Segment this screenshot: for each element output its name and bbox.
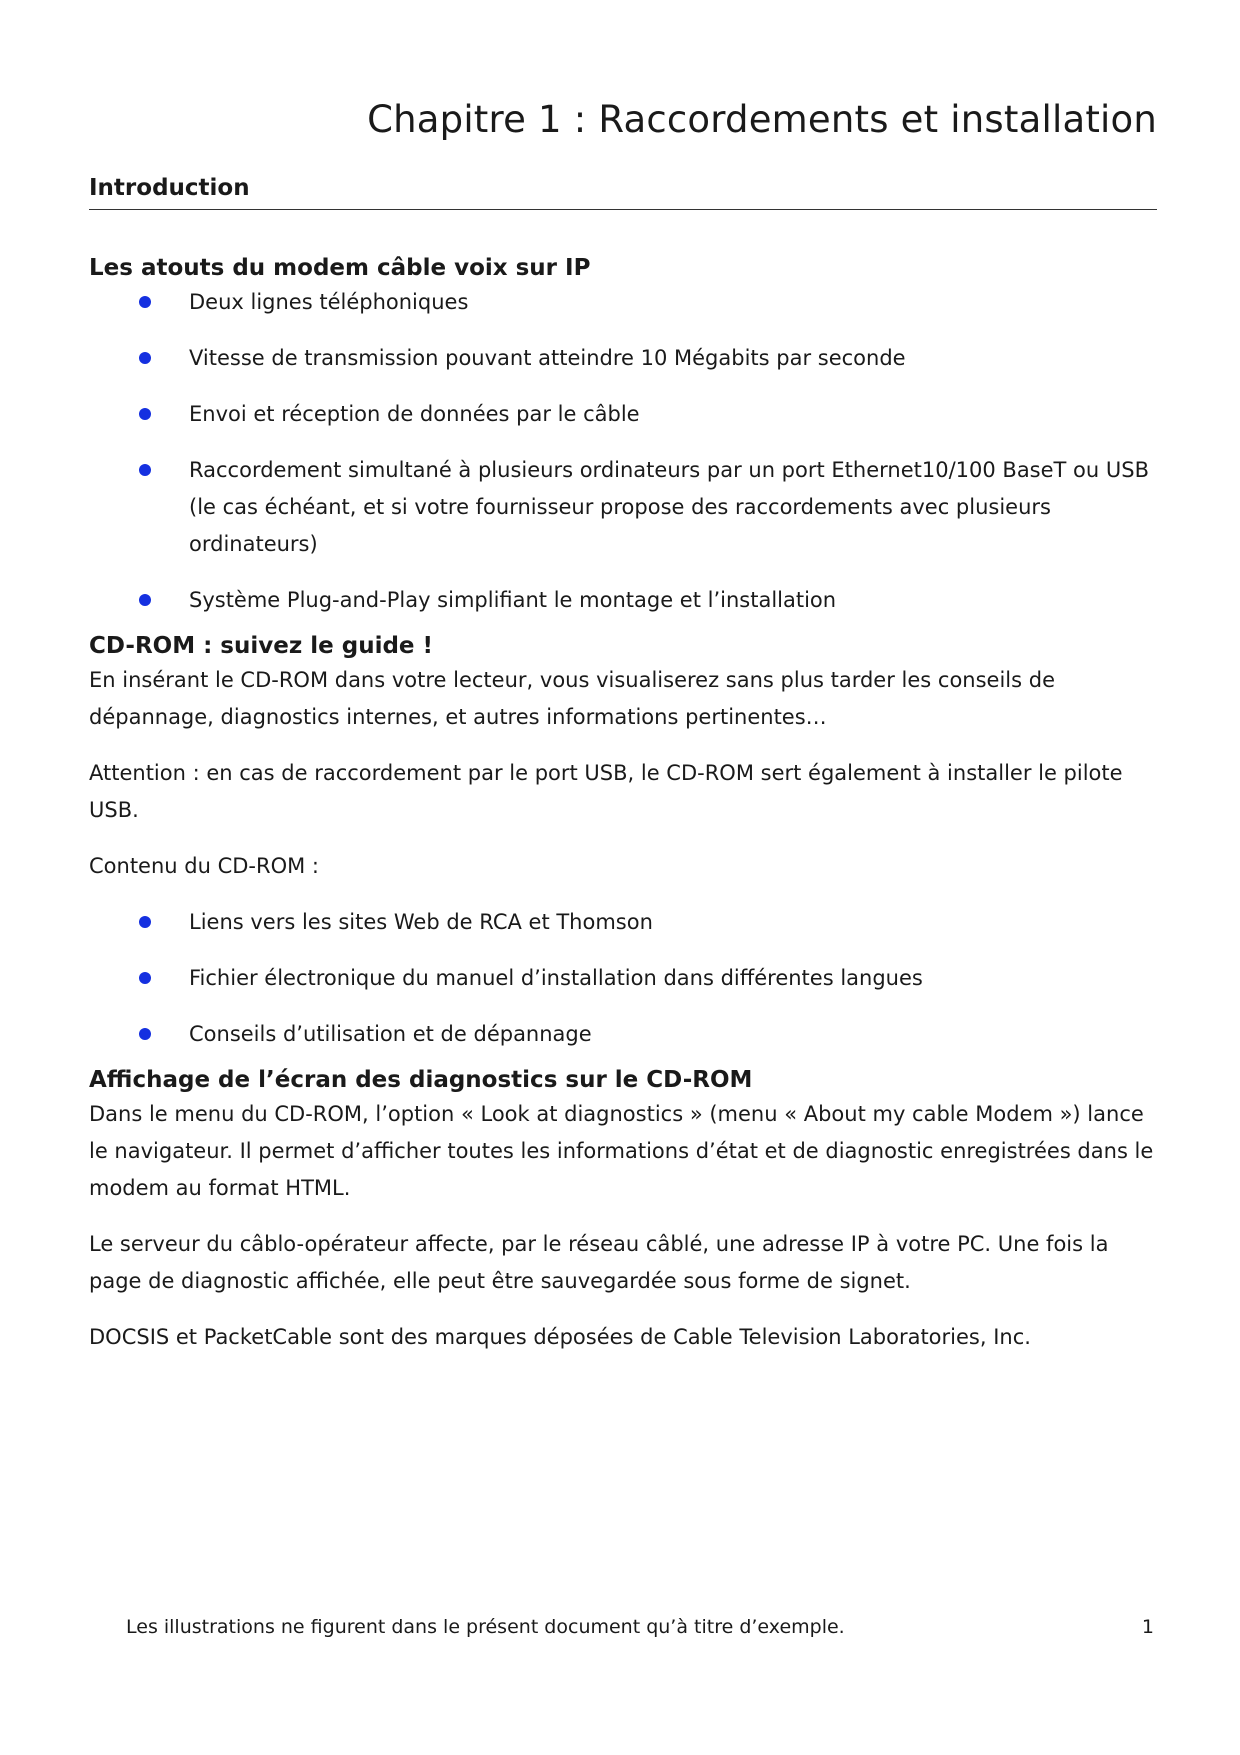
bullet-icon xyxy=(139,594,151,606)
page-number: 1 xyxy=(1141,1616,1154,1638)
list-item xyxy=(89,960,1157,997)
bullet-icon xyxy=(139,1028,151,1040)
bullet-icon xyxy=(139,352,151,364)
section-diagnostics xyxy=(89,1064,1157,1356)
diagnostics-paragraph-menu: Dans le menu du CD-ROM, l’option « Look at diagnostics » (menu « About my cable Modem ») lance le navigateur. Il permet d’afficher toutes les informations d’état et de diagnostic enregistrées dans le modem au format HTML. xyxy=(89,1102,1154,1200)
bullet-icon xyxy=(139,972,151,984)
bullet-icon xyxy=(139,296,151,308)
section-heading-cdrom: CD-ROM : suivez le guide ! xyxy=(89,633,434,659)
list-item-text: Vitesse de transmission pouvant atteindre 10 Mégabits par seconde xyxy=(189,346,906,370)
main-content xyxy=(89,252,1157,1375)
list-item xyxy=(89,1016,1157,1053)
list-item-text: Système Plug-and-Play simplifiant le montage et l’installation xyxy=(189,588,837,612)
section-heading-diagnostics: Affichage de l’écran des diagnostics sur le CD-ROM xyxy=(89,1067,753,1093)
intro-divider xyxy=(89,209,1157,210)
cdrom-contents-label: Contenu du CD-ROM : xyxy=(89,854,319,878)
list-item xyxy=(89,452,1157,563)
intro-heading: Introduction xyxy=(89,175,250,201)
cdrom-contents-list xyxy=(89,904,1157,1053)
list-item-text: Raccordement simultané à plusieurs ordinateurs par un port Ethernet10/100 BaseT ou USB (le cas échéant, et si votre fournisseur propose des raccordements avec plusieurs ordinateurs) xyxy=(189,458,1149,556)
list-item xyxy=(89,582,1157,619)
list-item-text: Deux lignes téléphoniques xyxy=(189,290,469,314)
cdrom-paragraph-attention: Attention : en cas de raccordement par le port USB, le CD-ROM sert également à installer le pilote USB. xyxy=(89,761,1123,822)
section-atouts xyxy=(89,252,1157,619)
chapter-title: Chapitre 1 : Raccordements et installation xyxy=(367,98,1157,141)
list-item-text: Conseils d’utilisation et de dépannage xyxy=(189,1022,592,1046)
atouts-list xyxy=(89,284,1157,619)
list-item xyxy=(89,284,1157,321)
list-item xyxy=(89,396,1157,433)
document-page xyxy=(89,0,1157,1755)
bullet-icon xyxy=(139,408,151,420)
diagnostics-paragraph-server: Le serveur du câblo-opérateur affecte, par le réseau câblé, une adresse IP à votre PC. Une fois la page de diagnostic affichée, elle peut être sauvegardée sous forme de signet. xyxy=(89,1232,1109,1293)
list-item xyxy=(89,904,1157,941)
trademark-notice: DOCSIS et PacketCable sont des marques déposées de Cable Television Laboratories, Inc. xyxy=(89,1325,1031,1349)
list-item-text: Envoi et réception de données par le câble xyxy=(189,402,640,426)
bullet-icon xyxy=(139,916,151,928)
list-item-text: Liens vers les sites Web de RCA et Thomson xyxy=(189,910,653,934)
cdrom-paragraph-intro: En insérant le CD-ROM dans votre lecteur, vous visualiserez sans plus tarder les conseils de dépannage, diagnostics internes, et autres informations pertinentes… xyxy=(89,668,1056,729)
list-item-text: Fichier électronique du manuel d’installation dans différentes langues xyxy=(189,966,923,990)
footer-note: Les illustrations ne figurent dans le présent document qu’à titre d’exemple. xyxy=(126,1616,845,1638)
list-item xyxy=(89,340,1157,377)
section-heading-atouts: Les atouts du modem câble voix sur IP xyxy=(89,255,591,281)
section-cdrom xyxy=(89,630,1157,1053)
bullet-icon xyxy=(139,464,151,476)
